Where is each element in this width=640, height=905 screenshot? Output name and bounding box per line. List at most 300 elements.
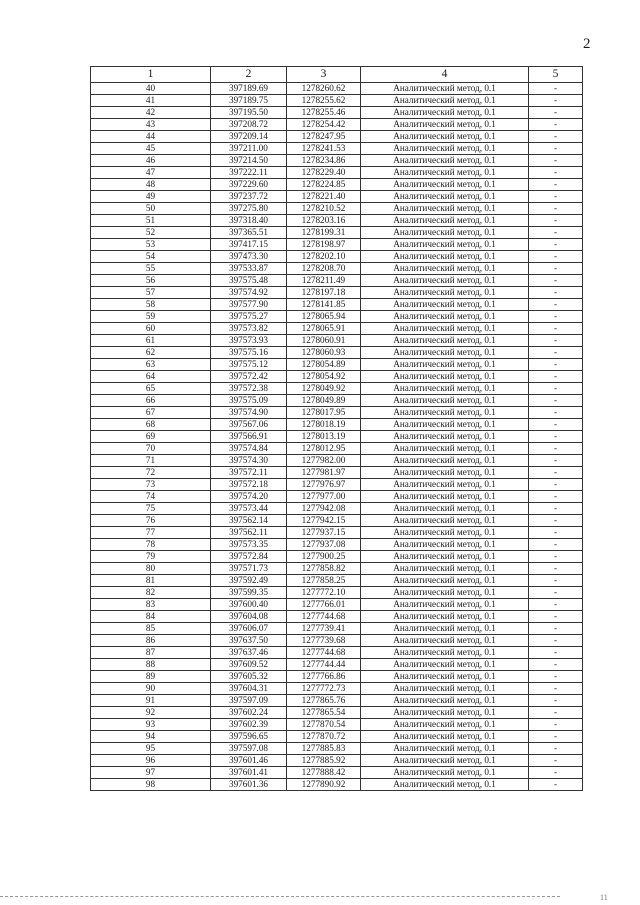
table-row (91, 131, 583, 143)
cell-y: 1277981.97 (287, 467, 361, 479)
cell-point-number: 92 (91, 707, 211, 719)
cell-x: 397572.84 (211, 551, 287, 563)
cell-point-number: 54 (91, 251, 211, 263)
coordinates-table (90, 66, 583, 791)
table-row (91, 371, 583, 383)
cell-x: 397562.14 (211, 515, 287, 527)
cell-description: - (529, 635, 583, 647)
cell-point-number: 73 (91, 479, 211, 491)
cell-description: - (529, 779, 583, 791)
cell-y: 1278141.85 (287, 299, 361, 311)
cell-x: 397211.00 (211, 143, 287, 155)
cell-x: 397573.93 (211, 335, 287, 347)
cell-method: Аналитический метод, 0.1 (361, 455, 529, 467)
cell-x: 397573.44 (211, 503, 287, 515)
bottom-divider (0, 896, 560, 897)
cell-y: 1278065.94 (287, 311, 361, 323)
cell-description: - (529, 407, 583, 419)
column-header-x: 2 (211, 67, 287, 83)
cell-x: 397222.11 (211, 167, 287, 179)
cell-x: 397572.42 (211, 371, 287, 383)
page-number: 2 (583, 36, 591, 52)
cell-method: Аналитический метод, 0.1 (361, 251, 529, 263)
cell-x: 397573.82 (211, 323, 287, 335)
cell-method: Аналитический метод, 0.1 (361, 371, 529, 383)
cell-x: 397599.35 (211, 587, 287, 599)
table-row (91, 695, 583, 707)
table-row (91, 419, 583, 431)
cell-y: 1277858.25 (287, 575, 361, 587)
cell-method: Аналитический метод, 0.1 (361, 95, 529, 107)
cell-x: 397604.08 (211, 611, 287, 623)
cell-x: 397573.35 (211, 539, 287, 551)
cell-y: 1277900.25 (287, 551, 361, 563)
cell-point-number: 60 (91, 323, 211, 335)
cell-y: 1278060.93 (287, 347, 361, 359)
cell-method: Аналитический метод, 0.1 (361, 419, 529, 431)
cell-x: 397575.12 (211, 359, 287, 371)
cell-method: Аналитический метод, 0.1 (361, 191, 529, 203)
cell-x: 397229.60 (211, 179, 287, 191)
cell-x: 397237.72 (211, 191, 287, 203)
cell-x: 397572.11 (211, 467, 287, 479)
cell-x: 397214.50 (211, 155, 287, 167)
cell-x: 397602.39 (211, 719, 287, 731)
cell-description: - (529, 239, 583, 251)
cell-description: - (529, 611, 583, 623)
cell-point-number: 88 (91, 659, 211, 671)
cell-description: - (529, 215, 583, 227)
cell-point-number: 71 (91, 455, 211, 467)
table-row (91, 611, 583, 623)
cell-method: Аналитический метод, 0.1 (361, 227, 529, 239)
cell-point-number: 90 (91, 683, 211, 695)
cell-point-number: 64 (91, 371, 211, 383)
cell-y: 1277885.83 (287, 743, 361, 755)
cell-point-number: 81 (91, 575, 211, 587)
cell-x: 397566.91 (211, 431, 287, 443)
cell-y: 1277858.82 (287, 563, 361, 575)
cell-y: 1277865.76 (287, 695, 361, 707)
cell-point-number: 45 (91, 143, 211, 155)
table-row (91, 731, 583, 743)
cell-method: Аналитический метод, 0.1 (361, 395, 529, 407)
table-row (91, 311, 583, 323)
cell-method: Аналитический метод, 0.1 (361, 143, 529, 155)
cell-x: 397575.09 (211, 395, 287, 407)
cell-description: - (529, 179, 583, 191)
cell-description: - (529, 539, 583, 551)
cell-method: Аналитический метод, 0.1 (361, 203, 529, 215)
cell-description: - (529, 311, 583, 323)
table-body (91, 83, 583, 791)
cell-point-number: 97 (91, 767, 211, 779)
cell-y: 1278208.70 (287, 263, 361, 275)
cell-point-number: 87 (91, 647, 211, 659)
cell-description: - (529, 395, 583, 407)
table-row (91, 143, 583, 155)
cell-description: - (529, 143, 583, 155)
cell-y: 1277937.15 (287, 527, 361, 539)
cell-point-number: 52 (91, 227, 211, 239)
cell-description: - (529, 431, 583, 443)
cell-y: 1277865.54 (287, 707, 361, 719)
cell-y: 1278229.40 (287, 167, 361, 179)
cell-description: - (529, 659, 583, 671)
cell-x: 397637.50 (211, 635, 287, 647)
table-row (91, 83, 583, 95)
cell-method: Аналитический метод, 0.1 (361, 563, 529, 575)
cell-method: Аналитический метод, 0.1 (361, 287, 529, 299)
cell-point-number: 47 (91, 167, 211, 179)
cell-x: 397572.38 (211, 383, 287, 395)
cell-x: 397601.41 (211, 767, 287, 779)
cell-description: - (529, 227, 583, 239)
cell-description: - (529, 479, 583, 491)
cell-description: - (529, 767, 583, 779)
cell-method: Аналитический метод, 0.1 (361, 695, 529, 707)
cell-method: Аналитический метод, 0.1 (361, 167, 529, 179)
cell-point-number: 44 (91, 131, 211, 143)
table-header-row (91, 67, 583, 83)
cell-point-number: 85 (91, 623, 211, 635)
table-row (91, 707, 583, 719)
cell-description: - (529, 491, 583, 503)
table-row (91, 623, 583, 635)
cell-point-number: 98 (91, 779, 211, 791)
cell-description: - (529, 455, 583, 467)
cell-y: 1277942.08 (287, 503, 361, 515)
table-row (91, 431, 583, 443)
cell-x: 397275.80 (211, 203, 287, 215)
cell-y: 1277744.44 (287, 659, 361, 671)
cell-y: 1278255.46 (287, 107, 361, 119)
cell-method: Аналитический метод, 0.1 (361, 479, 529, 491)
table-row (91, 347, 583, 359)
cell-y: 1278254.42 (287, 119, 361, 131)
cell-method: Аналитический метод, 0.1 (361, 515, 529, 527)
cell-point-number: 93 (91, 719, 211, 731)
cell-description: - (529, 443, 583, 455)
cell-y: 1277937.08 (287, 539, 361, 551)
cell-y: 1278255.62 (287, 95, 361, 107)
cell-method: Аналитический метод, 0.1 (361, 131, 529, 143)
cell-y: 1278049.89 (287, 395, 361, 407)
cell-method: Аналитический метод, 0.1 (361, 299, 529, 311)
cell-y: 1277977.00 (287, 491, 361, 503)
cell-y: 1277890.92 (287, 779, 361, 791)
cell-point-number: 66 (91, 395, 211, 407)
cell-x: 397601.36 (211, 779, 287, 791)
cell-y: 1278203.16 (287, 215, 361, 227)
cell-description: - (529, 419, 583, 431)
cell-method: Аналитический метод, 0.1 (361, 179, 529, 191)
table-row (91, 683, 583, 695)
cell-point-number: 48 (91, 179, 211, 191)
cell-x: 397318.40 (211, 215, 287, 227)
cell-method: Аналитический метод, 0.1 (361, 119, 529, 131)
cell-method: Аналитический метод, 0.1 (361, 263, 529, 275)
cell-method: Аналитический метод, 0.1 (361, 743, 529, 755)
table-row (91, 479, 583, 491)
cell-y: 1278199.31 (287, 227, 361, 239)
table-row (91, 491, 583, 503)
cell-point-number: 70 (91, 443, 211, 455)
cell-x: 397592.49 (211, 575, 287, 587)
cell-method: Аналитический метод, 0.1 (361, 755, 529, 767)
cell-point-number: 82 (91, 587, 211, 599)
table-row (91, 95, 583, 107)
cell-description: - (529, 371, 583, 383)
cell-y: 1278197.18 (287, 287, 361, 299)
cell-point-number: 43 (91, 119, 211, 131)
table-row (91, 587, 583, 599)
cell-x: 397473.30 (211, 251, 287, 263)
table-row (91, 263, 583, 275)
table-row (91, 647, 583, 659)
cell-description: - (529, 299, 583, 311)
cell-x: 397365.51 (211, 227, 287, 239)
table-row (91, 299, 583, 311)
cell-y: 1278012.95 (287, 443, 361, 455)
cell-method: Аналитический метод, 0.1 (361, 443, 529, 455)
table-row (91, 239, 583, 251)
cell-point-number: 68 (91, 419, 211, 431)
cell-point-number: 72 (91, 467, 211, 479)
table-row (91, 287, 583, 299)
cell-method: Аналитический метод, 0.1 (361, 611, 529, 623)
table-row (91, 779, 583, 791)
cell-description: - (529, 731, 583, 743)
cell-y: 1278247.95 (287, 131, 361, 143)
cell-x: 397577.90 (211, 299, 287, 311)
cell-point-number: 56 (91, 275, 211, 287)
cell-method: Аналитический метод, 0.1 (361, 347, 529, 359)
cell-method: Аналитический метод, 0.1 (361, 671, 529, 683)
table-row (91, 719, 583, 731)
cell-description: - (529, 263, 583, 275)
cell-point-number: 46 (91, 155, 211, 167)
cell-point-number: 86 (91, 635, 211, 647)
table-row (91, 155, 583, 167)
cell-y: 1277739.68 (287, 635, 361, 647)
cell-description: - (529, 107, 583, 119)
cell-point-number: 62 (91, 347, 211, 359)
cell-method: Аналитический метод, 0.1 (361, 83, 529, 95)
table-row (91, 635, 583, 647)
cell-point-number: 83 (91, 599, 211, 611)
cell-method: Аналитический метод, 0.1 (361, 383, 529, 395)
cell-x: 397195.50 (211, 107, 287, 119)
cell-description: - (529, 647, 583, 659)
cell-method: Аналитический метод, 0.1 (361, 659, 529, 671)
cell-method: Аналитический метод, 0.1 (361, 527, 529, 539)
table-row (91, 527, 583, 539)
cell-y: 1277766.01 (287, 599, 361, 611)
cell-point-number: 61 (91, 335, 211, 347)
table-row (91, 167, 583, 179)
cell-method: Аналитический метод, 0.1 (361, 731, 529, 743)
cell-method: Аналитический метод, 0.1 (361, 275, 529, 287)
cell-x: 397572.18 (211, 479, 287, 491)
cell-x: 397574.30 (211, 455, 287, 467)
table-row (91, 323, 583, 335)
cell-description: - (529, 599, 583, 611)
table-row (91, 251, 583, 263)
cell-description: - (529, 119, 583, 131)
cell-y: 1278060.91 (287, 335, 361, 347)
cell-method: Аналитический метод, 0.1 (361, 311, 529, 323)
cell-y: 1278049.92 (287, 383, 361, 395)
table-row (91, 563, 583, 575)
cell-method: Аналитический метод, 0.1 (361, 323, 529, 335)
cell-point-number: 55 (91, 263, 211, 275)
table-row (91, 275, 583, 287)
cell-description: - (529, 203, 583, 215)
cell-point-number: 42 (91, 107, 211, 119)
cell-point-number: 59 (91, 311, 211, 323)
cell-x: 397596.65 (211, 731, 287, 743)
cell-x: 397208.72 (211, 119, 287, 131)
cell-y: 1277739.41 (287, 623, 361, 635)
cell-y: 1277982.00 (287, 455, 361, 467)
table-row (91, 443, 583, 455)
cell-description: - (529, 563, 583, 575)
cell-method: Аналитический метод, 0.1 (361, 599, 529, 611)
cell-point-number: 40 (91, 83, 211, 95)
cell-x: 397609.52 (211, 659, 287, 671)
table-row (91, 503, 583, 515)
table-row (91, 395, 583, 407)
cell-method: Аналитический метод, 0.1 (361, 107, 529, 119)
cell-point-number: 91 (91, 695, 211, 707)
table-row (91, 671, 583, 683)
cell-method: Аналитический метод, 0.1 (361, 623, 529, 635)
cell-x: 397575.27 (211, 311, 287, 323)
cell-description: - (529, 191, 583, 203)
cell-description: - (529, 575, 583, 587)
cell-method: Аналитический метод, 0.1 (361, 779, 529, 791)
table-row (91, 599, 583, 611)
cell-y: 1277976.97 (287, 479, 361, 491)
cell-method: Аналитический метод, 0.1 (361, 239, 529, 251)
cell-x: 397574.92 (211, 287, 287, 299)
cell-x: 397533.87 (211, 263, 287, 275)
cell-description: - (529, 587, 583, 599)
table-row (91, 755, 583, 767)
cell-y: 1277772.73 (287, 683, 361, 695)
cell-description: - (529, 503, 583, 515)
cell-y: 1278018.19 (287, 419, 361, 431)
cell-point-number: 96 (91, 755, 211, 767)
cell-description: - (529, 467, 583, 479)
cell-y: 1277870.72 (287, 731, 361, 743)
cell-method: Аналитический метод, 0.1 (361, 551, 529, 563)
cell-point-number: 41 (91, 95, 211, 107)
column-header-method: 4 (361, 67, 529, 83)
cell-x: 397602.24 (211, 707, 287, 719)
table-row (91, 407, 583, 419)
cell-point-number: 95 (91, 743, 211, 755)
cell-y: 1277772.10 (287, 587, 361, 599)
table-row (91, 551, 583, 563)
cell-description: - (529, 707, 583, 719)
cell-x: 397637.46 (211, 647, 287, 659)
column-header-y: 3 (287, 67, 361, 83)
cell-description: - (529, 683, 583, 695)
cell-description: - (529, 323, 583, 335)
cell-description: - (529, 287, 583, 299)
cell-y: 1277744.68 (287, 611, 361, 623)
table-row (91, 107, 583, 119)
cell-point-number: 80 (91, 563, 211, 575)
cell-point-number: 50 (91, 203, 211, 215)
cell-y: 1277870.54 (287, 719, 361, 731)
cell-y: 1277766.86 (287, 671, 361, 683)
table-row (91, 767, 583, 779)
cell-x: 397604.31 (211, 683, 287, 695)
table-row (91, 191, 583, 203)
cell-point-number: 78 (91, 539, 211, 551)
cell-method: Аналитический метод, 0.1 (361, 335, 529, 347)
cell-point-number: 58 (91, 299, 211, 311)
table-row (91, 659, 583, 671)
cell-x: 397574.90 (211, 407, 287, 419)
table-row (91, 203, 583, 215)
cell-x: 397571.73 (211, 563, 287, 575)
cell-x: 397575.16 (211, 347, 287, 359)
table-row (91, 467, 583, 479)
cell-method: Аналитический метод, 0.1 (361, 575, 529, 587)
cell-point-number: 65 (91, 383, 211, 395)
cell-method: Аналитический метод, 0.1 (361, 635, 529, 647)
table-row (91, 455, 583, 467)
column-header-description: 5 (529, 67, 583, 83)
cell-method: Аналитический метод, 0.1 (361, 359, 529, 371)
cell-x: 397209.14 (211, 131, 287, 143)
table-row (91, 215, 583, 227)
cell-method: Аналитический метод, 0.1 (361, 539, 529, 551)
cell-x: 397597.08 (211, 743, 287, 755)
cell-x: 397189.69 (211, 83, 287, 95)
cell-y: 1278210.52 (287, 203, 361, 215)
cell-description: - (529, 719, 583, 731)
cell-y: 1277744.68 (287, 647, 361, 659)
cell-method: Аналитический метод, 0.1 (361, 215, 529, 227)
cell-description: - (529, 335, 583, 347)
cell-point-number: 77 (91, 527, 211, 539)
table-row (91, 539, 583, 551)
cell-x: 397417.15 (211, 239, 287, 251)
table-row (91, 335, 583, 347)
cell-description: - (529, 551, 583, 563)
cell-y: 1278054.92 (287, 371, 361, 383)
cell-description: - (529, 167, 583, 179)
cell-y: 1278211.49 (287, 275, 361, 287)
cell-y: 1278202.10 (287, 251, 361, 263)
cell-y: 1278234.86 (287, 155, 361, 167)
cell-method: Аналитический метод, 0.1 (361, 503, 529, 515)
cell-description: - (529, 251, 583, 263)
cell-point-number: 67 (91, 407, 211, 419)
table-row (91, 359, 583, 371)
cell-description: - (529, 347, 583, 359)
cell-method: Аналитический метод, 0.1 (361, 587, 529, 599)
cell-y: 1278054.89 (287, 359, 361, 371)
cell-y: 1277885.92 (287, 755, 361, 767)
cell-y: 1277942.15 (287, 515, 361, 527)
cell-point-number: 75 (91, 503, 211, 515)
